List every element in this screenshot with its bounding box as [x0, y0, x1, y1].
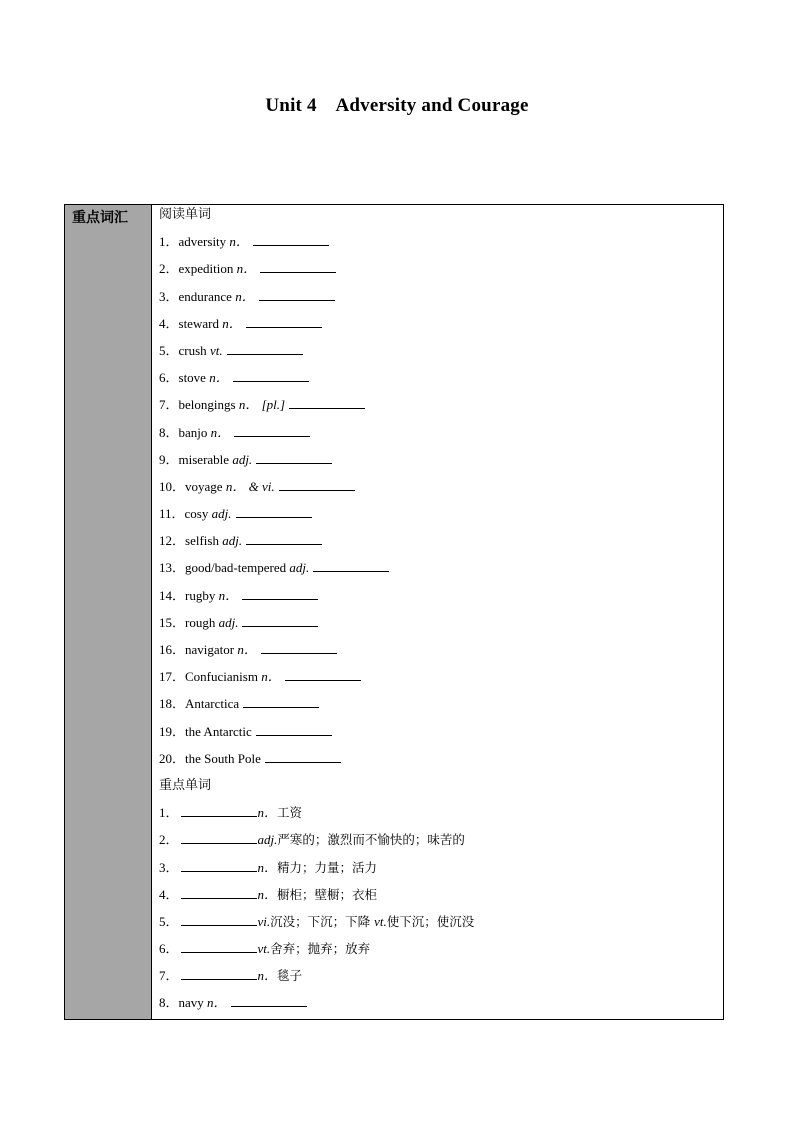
answer-blank[interactable]	[242, 613, 318, 627]
item-meaning: 毯子	[277, 968, 303, 984]
answer-blank[interactable]	[236, 504, 312, 518]
list-item	[159, 640, 723, 667]
answer-blank[interactable]	[285, 667, 361, 681]
answer-blank[interactable]	[246, 314, 322, 328]
table-content	[159, 205, 723, 1021]
list-item	[159, 722, 723, 749]
item-number: 20．	[159, 750, 186, 766]
item-number: 7．	[159, 968, 179, 984]
answer-blank[interactable]	[181, 885, 257, 899]
list-item	[159, 749, 723, 776]
item-number: 8．	[159, 424, 179, 440]
vocabulary-table	[64, 204, 724, 1020]
table-sidebar	[65, 205, 152, 1019]
item-number: 9．	[159, 451, 179, 467]
item-number: 4．	[159, 886, 179, 902]
item-number: 15．	[159, 614, 186, 630]
item-word: Confucianism	[185, 669, 258, 685]
key-words-list	[159, 803, 723, 993]
item-number: 14．	[159, 587, 186, 603]
answer-blank[interactable]	[260, 259, 336, 273]
item-number: 19．	[159, 723, 186, 739]
item-number: 5．	[159, 342, 179, 358]
reading-words-list	[159, 232, 723, 776]
item-word: selfish	[185, 533, 219, 549]
list-item	[159, 314, 723, 341]
item-number: 2．	[159, 261, 179, 277]
answer-blank[interactable]	[289, 395, 365, 409]
item-word: voyage	[185, 478, 223, 494]
answer-blank[interactable]	[181, 912, 257, 926]
item-number: 6．	[159, 941, 179, 957]
item-number: 11．	[159, 506, 185, 522]
list-item	[159, 558, 723, 585]
answer-blank[interactable]	[313, 558, 389, 572]
item-meaning: 精力；力量；活力	[277, 859, 378, 875]
list-item	[159, 613, 723, 640]
item-word: stove	[178, 370, 206, 386]
answer-blank[interactable]	[181, 803, 257, 817]
item-pos: adj.	[257, 832, 278, 848]
item-pos: adj.	[289, 560, 310, 576]
list-item	[159, 450, 723, 477]
item-word: cosy	[184, 506, 209, 522]
list-item	[159, 858, 723, 885]
answer-blank[interactable]	[234, 423, 310, 437]
item-word: the South Pole	[185, 750, 261, 766]
item-word: endurance	[178, 288, 232, 304]
item-word: expedition	[178, 261, 234, 277]
answer-blank[interactable]	[233, 368, 309, 382]
item-number: 7．	[159, 397, 179, 413]
item-number: 18．	[159, 696, 186, 712]
item-meaning-2: 使下沉；使沉没	[386, 913, 475, 929]
item-pos: n．	[237, 642, 257, 657]
list-item	[159, 939, 723, 966]
answer-blank[interactable]	[181, 966, 257, 980]
item-word: Antarctica	[185, 696, 240, 712]
answer-blank[interactable]	[253, 232, 329, 246]
item-number: 4．	[159, 315, 179, 331]
item-word: belongings	[178, 397, 236, 413]
item-word: banjo	[178, 424, 208, 440]
item-number: 8．	[159, 995, 179, 1011]
answer-blank[interactable]	[246, 531, 322, 545]
answer-blank[interactable]	[261, 640, 337, 654]
item-word: adversity	[178, 234, 227, 250]
list-item	[159, 586, 723, 613]
item-pos: n．	[238, 397, 259, 413]
item-word: navigator	[185, 642, 235, 657]
item-number: 5．	[159, 913, 179, 929]
item-number: 16．	[159, 642, 186, 657]
item-pos: vi.	[257, 913, 271, 929]
list-item	[159, 368, 723, 395]
key-words-heading: 重点单词	[159, 777, 212, 793]
item-pos-2: vt.	[374, 913, 387, 929]
list-item	[159, 966, 723, 993]
item-pos: adj.	[232, 451, 253, 467]
list-item	[159, 885, 723, 912]
item-meaning: 严寒的；激烈而不愉快的；味苦的	[277, 832, 465, 848]
item-pos: n．	[218, 587, 239, 603]
list-item	[159, 259, 723, 286]
answer-blank[interactable]	[243, 694, 319, 708]
item-word: the Antarctic	[185, 723, 252, 739]
item-pos: n．	[257, 805, 278, 821]
item-pos: vt.	[257, 941, 271, 957]
item-word: good/bad-tempered	[185, 560, 287, 576]
sidebar-label: 重点词汇	[72, 210, 128, 226]
item-number: 1．	[159, 805, 179, 821]
item-pos: n．	[261, 669, 281, 685]
item-number: 17．	[159, 669, 186, 685]
item-meaning: 工资	[277, 805, 303, 821]
answer-blank[interactable]	[256, 450, 332, 464]
item-pos: vt.	[209, 342, 223, 358]
item-word: steward	[178, 315, 219, 331]
answer-blank[interactable]	[181, 939, 257, 953]
item-pos: n．	[257, 859, 278, 875]
list-item	[159, 531, 723, 558]
item-number: 3．	[159, 288, 179, 304]
item-pos: adj.	[218, 614, 239, 630]
answer-blank[interactable]	[279, 477, 355, 491]
item-number: 13．	[159, 560, 186, 576]
answer-blank[interactable]	[259, 287, 335, 301]
item-pos: n．	[257, 968, 278, 984]
list-item	[159, 232, 723, 259]
item-pos: n．	[209, 370, 229, 386]
list-item	[159, 912, 723, 939]
item-pos: n．	[222, 315, 242, 331]
item-word: crush	[178, 342, 207, 358]
list-item	[159, 993, 723, 1020]
item-pos: n．	[207, 995, 227, 1011]
item-pos: n．	[235, 288, 255, 304]
item-extra: & vi.	[248, 478, 275, 494]
item-pos: n．	[236, 261, 257, 277]
item-number: 3．	[159, 859, 179, 875]
answer-blank[interactable]	[231, 993, 307, 1007]
answer-blank[interactable]	[265, 749, 341, 763]
answer-blank[interactable]	[181, 858, 257, 872]
item-pos: n．	[210, 424, 231, 440]
item-meaning: 沉没；下沉；下降	[270, 913, 375, 929]
page-title: Unit 4 Adversity and Courage	[265, 95, 529, 116]
list-item	[159, 504, 723, 531]
item-word: rough	[185, 614, 216, 630]
item-word: rugby	[185, 587, 216, 603]
item-pos: adj.	[222, 533, 243, 549]
item-number: 10．	[159, 478, 186, 494]
item-pos: adj.	[211, 506, 232, 522]
reading-words-heading: 阅读单词	[159, 207, 212, 222]
item-meaning: 舍弃；抛弃；放弃	[270, 941, 371, 957]
answer-blank[interactable]	[242, 586, 318, 600]
list-item	[159, 667, 723, 694]
list-item	[159, 694, 723, 721]
item-extra: [pl.]	[261, 397, 286, 413]
list-item	[159, 287, 723, 314]
item-pos: n．	[257, 886, 278, 902]
item-number: 2．	[159, 832, 179, 848]
list-item	[159, 423, 723, 450]
item-word: navy	[178, 995, 204, 1011]
item-word: miserable	[178, 451, 230, 467]
item-number: 12．	[159, 533, 186, 549]
answer-blank[interactable]	[256, 722, 332, 736]
item-number: 6．	[159, 370, 179, 386]
list-item	[159, 477, 723, 504]
list-item	[159, 341, 723, 368]
list-item	[159, 830, 723, 857]
answer-blank[interactable]	[227, 341, 303, 355]
list-item	[159, 395, 723, 422]
answer-blank[interactable]	[181, 830, 257, 844]
list-item	[159, 803, 723, 830]
item-number: 1．	[159, 234, 179, 250]
item-pos: n．	[229, 234, 249, 250]
item-meaning: 橱柜；壁橱；衣柜	[277, 886, 378, 902]
item-pos: n．	[225, 478, 246, 494]
